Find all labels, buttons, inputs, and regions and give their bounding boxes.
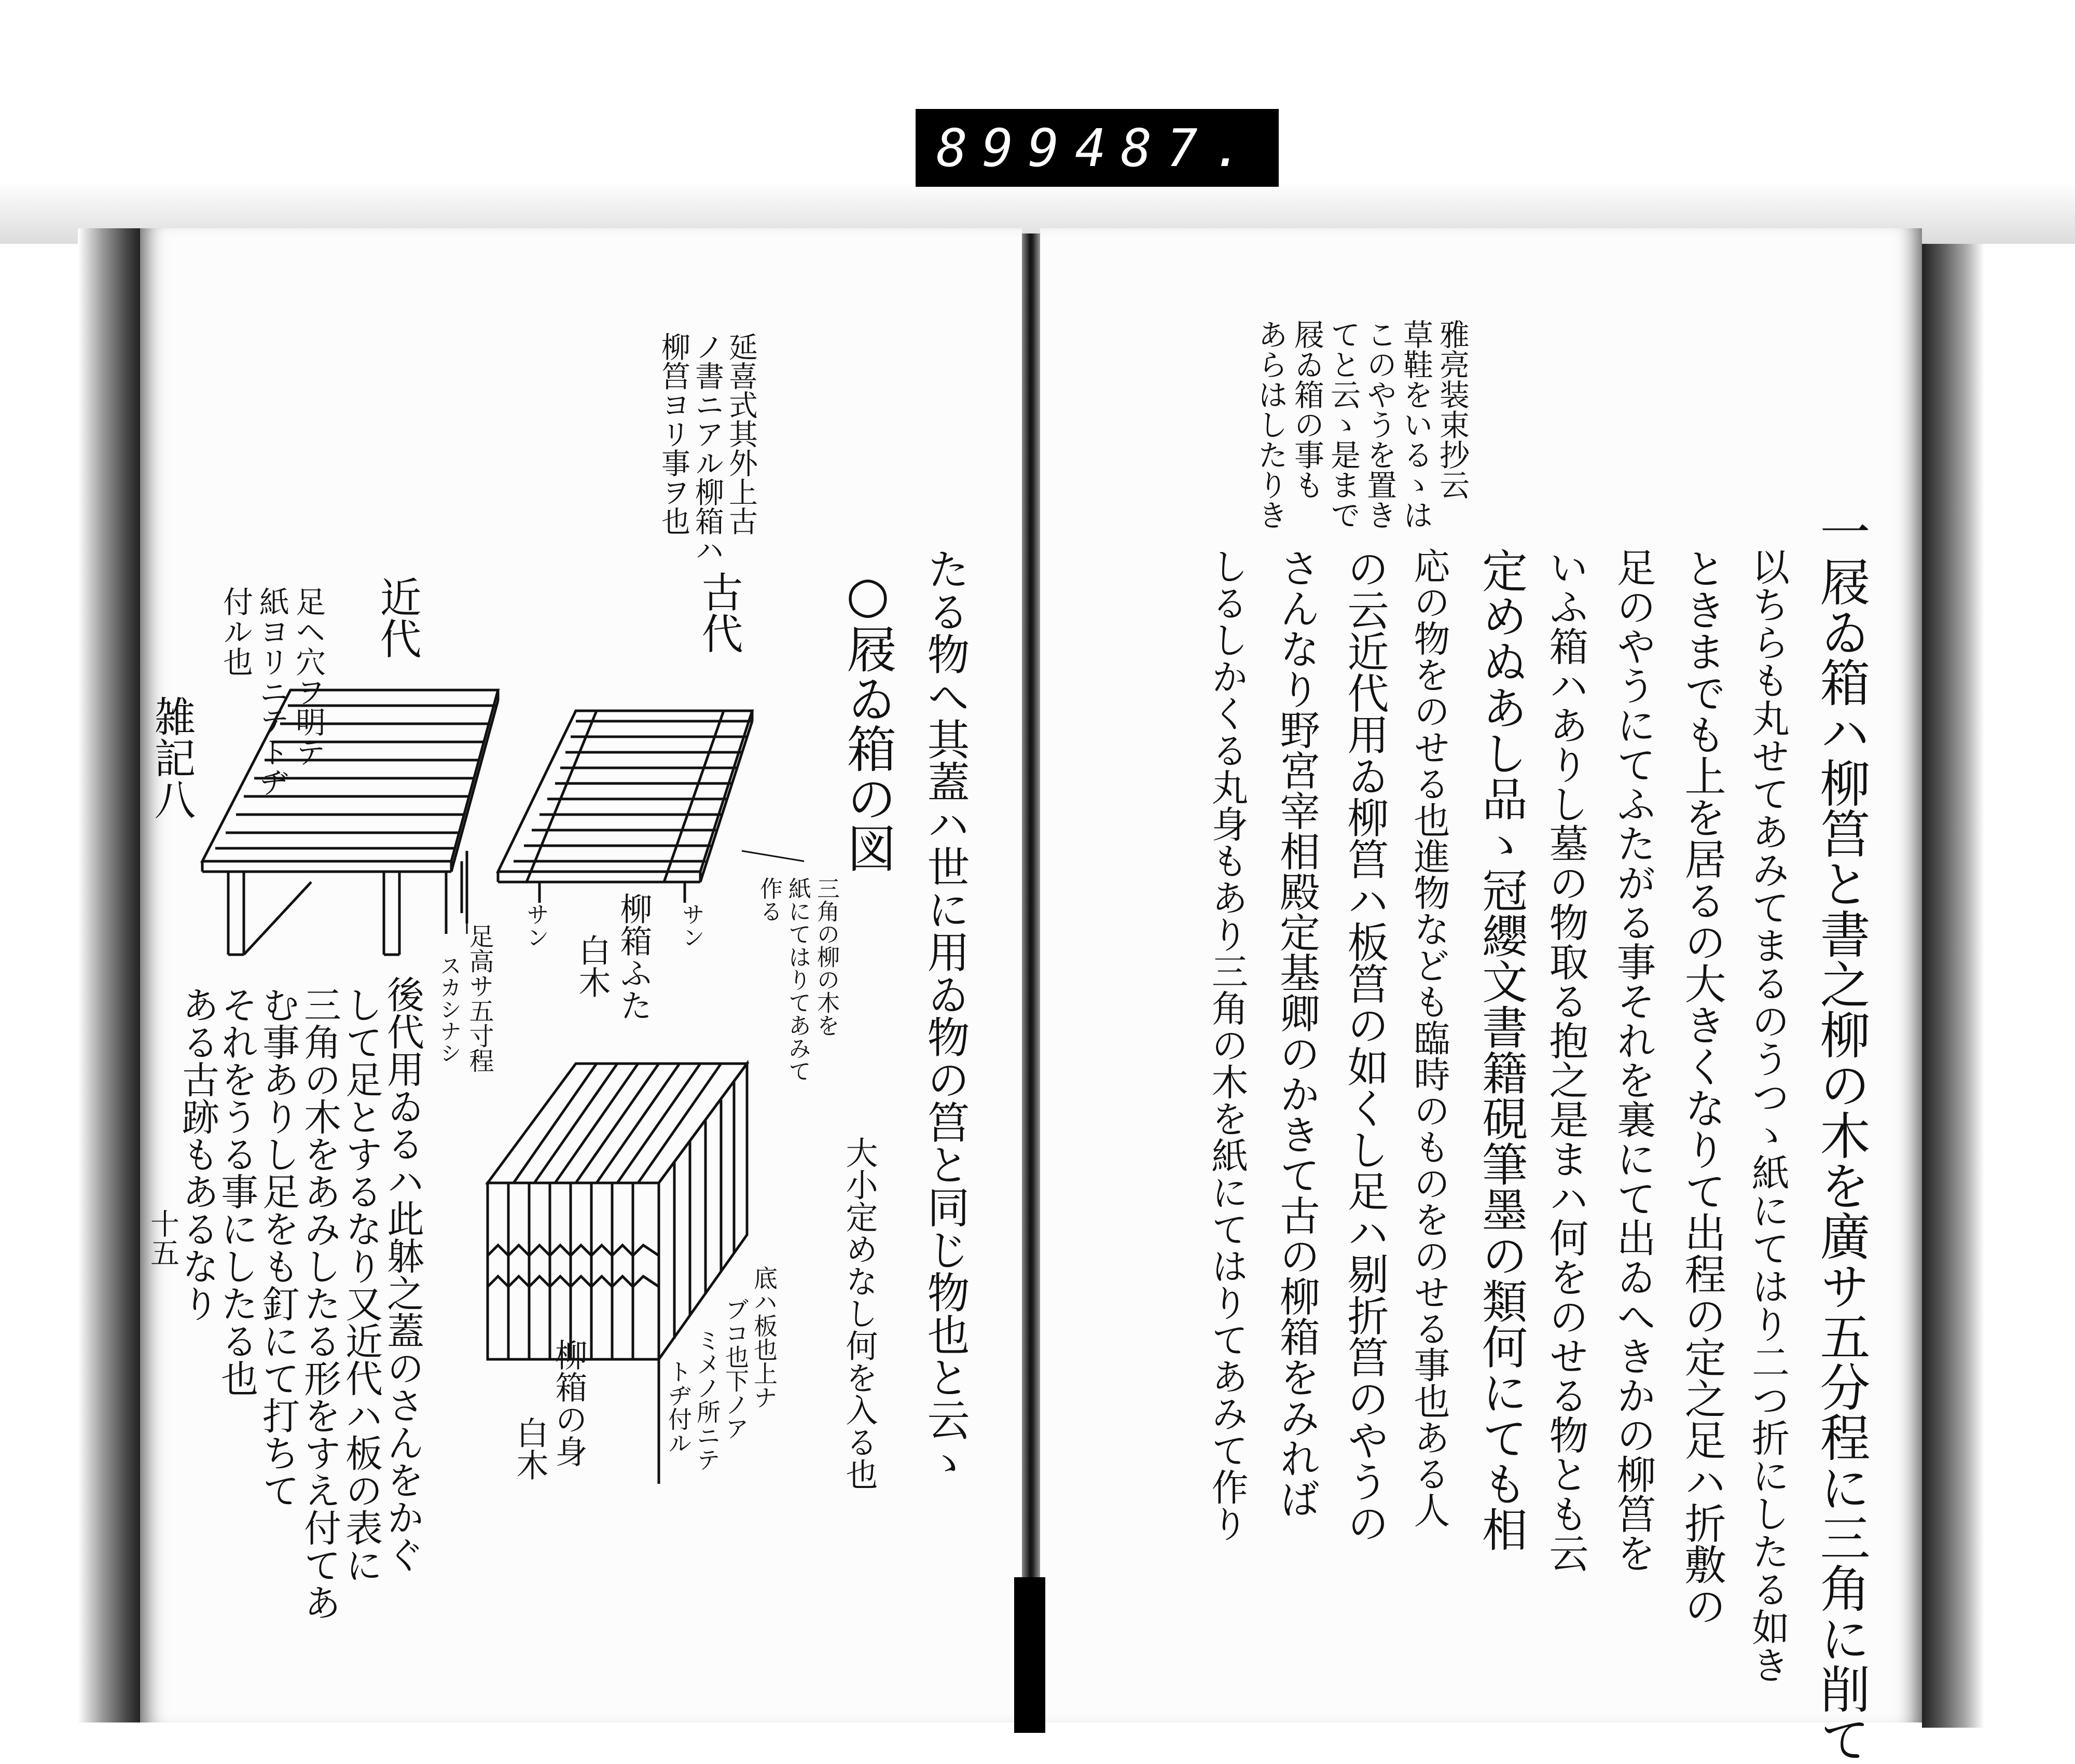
- lower-text-line: ある古跡もあるなり: [176, 986, 219, 1322]
- note-sankaku-line: 三角の柳の木を: [813, 877, 839, 1037]
- right-main-text-line: さんなり野宮宰相殿定基卿のかきて古の柳箱をみれば: [1273, 547, 1320, 1519]
- left-top-note-line: 延喜式其外上古: [724, 332, 758, 535]
- right-main-text-line: ときまでも上を居るの大きくなりて出程の定之足ハ折敷の: [1678, 547, 1726, 1627]
- left-top-note-line: 柳筥ヨリ事ヲ也: [657, 332, 690, 535]
- note-soko-line: 底ハ板也上ナ: [750, 1266, 778, 1409]
- right-book-edge: [1922, 244, 1984, 1728]
- right-main-text-line: 定めぬあし品ゝ冠纓文書籍硯筆墨の類何にても相: [1475, 547, 1528, 1552]
- right-main-text-line: 応の物をのせる也進物なども臨時のものをのせる事也ある人: [1408, 547, 1450, 1528]
- kodai-box-lid-illustration: [0, 0, 882, 1505]
- label-shiraki-body: 白木: [511, 1416, 549, 1481]
- note-sankaku-line: 紙にてはりてあみて: [784, 877, 811, 1082]
- note-kindai-line: 足ヘ穴ヲ明テ: [290, 586, 326, 767]
- label-ashi-line: スカシナシ: [437, 955, 462, 1064]
- label-kodai: 古代: [695, 571, 743, 654]
- lower-text-line: 三角の木をあみしたる形をすえ付てあ: [298, 986, 341, 1621]
- lower-text-line: む事ありし足をも釘にて打ちて: [256, 986, 300, 1509]
- note-kindai-line: 付ル也: [218, 586, 253, 677]
- right-top-note-line: あらはしたりき: [1253, 319, 1288, 530]
- right-top-note-line: 草鞋をいるゝは: [1398, 319, 1433, 530]
- left-top-note-line: ノ書ニアル柳箱ハ: [690, 332, 724, 564]
- label-yanagibako-lid: 柳箱ふた: [615, 892, 653, 1021]
- archive-number-stamp: [916, 109, 1279, 187]
- right-main-text-line: いふ箱ハありし墓の物取る抱之是まハ何をのせる物とも云: [1543, 547, 1589, 1573]
- right-top-note-line: 屐ゐ箱の事も: [1289, 319, 1324, 500]
- right-top-note-line: このやうを置き: [1362, 319, 1397, 530]
- note-kindai-line: 紙ヨリニテトヂ: [254, 586, 289, 797]
- lower-text-line: して足とするなり又近代ハ板の表に: [339, 986, 383, 1583]
- right-main-text-line: の云近代用ゐ柳筥ハ板筥の如くし足ハ剔折筥のやうの: [1340, 547, 1389, 1544]
- right-main-text-line: しるしかくる丸身もあり三角の木を紙にてはりてあみて作り: [1206, 547, 1249, 1542]
- right-top-note-line: てと云ゝ是まで: [1325, 319, 1361, 530]
- note-sankaku-line: 作る: [756, 877, 782, 922]
- note-soko-line: ミメノ所ニテ: [693, 1328, 721, 1471]
- note-soko-line: トヂ付ル: [665, 1359, 693, 1455]
- book-spine: [1022, 233, 1040, 1733]
- right-top-note-line: 雅亮装束抄云: [1434, 319, 1470, 500]
- stamp-left-number: 899: [936, 117, 1074, 178]
- lower-text-line: 後代用ゐるハ此躰之蓋のさんをかぐ: [381, 975, 424, 1573]
- right-main-text-line: 足のやうにてふたがる事それを裏にて出ゐへきかの柳筥を: [1610, 547, 1656, 1573]
- label-shiraki-lid: 白木: [573, 934, 611, 998]
- left-main-text-line: たる物へ其蓋ハ世に用ゐ物の筥と同じ物也と云ゝ: [920, 547, 970, 1483]
- note-soko-line: ブコ也下ノア: [722, 1297, 750, 1440]
- figure-heading: ○屐ゐ箱の図: [839, 566, 897, 873]
- label-sa-left: サン: [522, 903, 549, 948]
- note-daisho: 大小定めなし何を入る也: [840, 1136, 878, 1490]
- label-sa-right: サン: [678, 903, 704, 948]
- right-main-text-line: 以ちらも丸せてあみてまるのうつゝ紙にてはり二つ折にしたる如き: [1745, 547, 1789, 1684]
- lower-text-line: それをうる事にしたる也: [215, 986, 258, 1397]
- label-yanagibako-body: 柳箱の身: [550, 1339, 588, 1467]
- right-main-text-line: 一屐ゐ箱ハ柳筥と書之柳の木を廣サ五分程に三角に削て: [1811, 506, 1870, 1764]
- side-label: 雑記八: [147, 695, 196, 820]
- label-ashi-line: 足高サ五寸程: [465, 924, 494, 1073]
- page-number: 十五: [146, 1209, 179, 1267]
- spine-bottom-block: [1014, 1577, 1045, 1733]
- stamp-right-number: 487.: [1075, 117, 1258, 178]
- label-kindai: 近代: [373, 576, 421, 659]
